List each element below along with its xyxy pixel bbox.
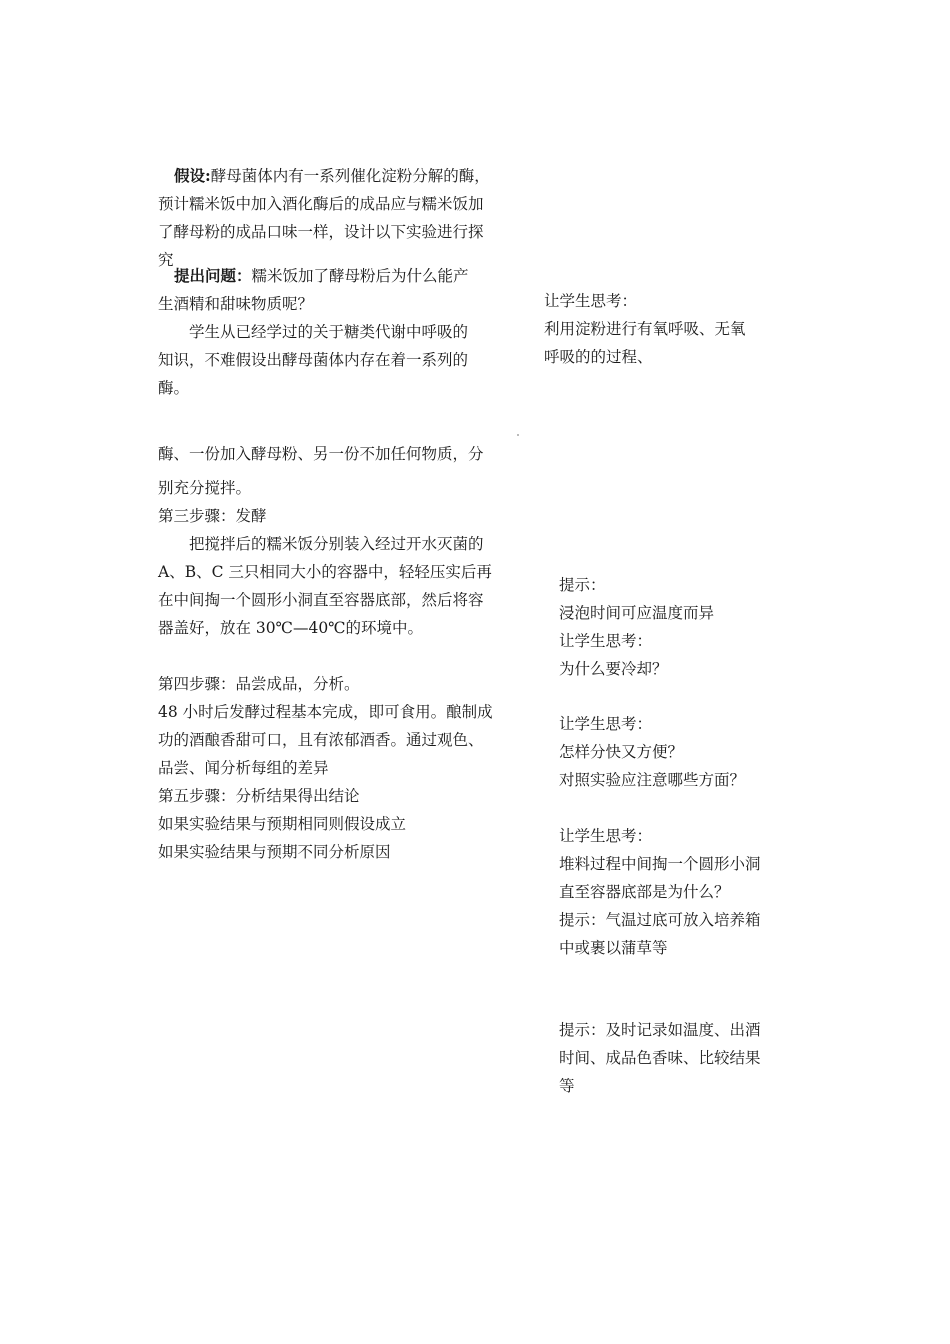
step-line: 48 小时后发酵过程基本完成，即可食用。酿制成 [158,703,493,721]
note-line: 让学生思考： [559,827,653,845]
step-line: 品尝、闻分析每组的差异 [158,759,329,777]
note-line: 中或裹以蒲草等 [559,939,668,957]
note-line: 怎样分快又方便？ [559,743,684,761]
note-line: 对照实验应注意哪些方面？ [559,771,746,789]
note-line: 浸泡时间可应温度而异 [559,604,715,622]
step-line: 把搅拌后的糯米饭分别装入经过开水灭菌的 [189,535,484,553]
hypothesis-line: 了酵母粉的成品口味一样，设计以下实验进行探 [158,223,484,241]
step-four-heading: 第四步骤：品尝成品，分析。 [158,675,360,693]
note-line: 为什么要冷却？ [559,660,668,678]
hypothesis-line: 假设:酵母菌体内有一系列催化淀粉分解的酶， [174,166,490,185]
question-line: 学生从已经学过的关于糖类代谢中呼吸的 [189,323,469,341]
step-five-heading: 第五步骤：分析结果得出结论 [158,787,360,805]
cut-line: 酶、一份加入酵母粉、另一份不加任何物质，分 [158,445,484,463]
question-line: 提出问题：糯米饭加了酵母粉后为什么能产 [174,266,469,285]
note-group-2 [559,571,714,683]
hypothesis-line: 预计糯米饭中加入酒化酶后的成品应与糯米饭加 [158,195,484,213]
note-group-3 [559,710,745,794]
note-line: 提示：及时记录如温度、出酒 [559,1021,761,1039]
note-line: 直至容器底部是为什么？ [559,883,730,901]
note-line: 时间、成品色香味、比较结果 [559,1049,761,1067]
question-line: 生酒精和甜味物质呢？ [158,295,314,313]
hypothesis-line: 究 [158,251,174,269]
step-three-block [158,474,492,642]
note-line: 提示： [559,576,606,594]
note-line: 让学生思考： [559,632,653,650]
question-line: 酶。 [158,379,190,397]
step-three-heading: 第三步骤：发酵 [158,507,267,525]
question-paragraph [158,262,528,407]
note-line: 让学生思考： [559,715,653,733]
note-line: 等 [559,1077,575,1095]
note-line: 利用淀粉进行有氧呼吸、无氧 [544,320,746,338]
step-four-five-block [158,670,493,866]
note-line: 提示：气温过底可放入培养箱 [559,911,761,929]
note-line: 呼吸的的过程、 [544,348,653,366]
question-label: 提出问题： [174,266,252,285]
step-line: 如果实验结果与预期相同则假设成立 [158,815,407,833]
note-line: 堆料过程中间掏一个圆形小洞 [559,855,761,873]
step-line: 在中间掏一个圆形小洞直至容器底部，然后将容 [158,591,484,609]
note-group-5 [559,1016,761,1100]
step-line: A、B、C 三只相同大小的容器中，轻轻压实后再 [158,563,492,581]
step-line: 功的酒酿香甜可口，且有浓郁酒香。通过观色、 [158,731,484,749]
hypothesis-label: 假设: [174,166,211,185]
note-group-4 [559,822,761,962]
step-line: 别充分搅拌。 [158,479,252,497]
step-line: 器盖好，放在 30℃—40℃的环境中。 [158,619,424,637]
page-mark [517,434,519,436]
question-line: 知识，不难假设出酵母菌体内存在着一系列的 [158,351,469,369]
hypothesis-paragraph [158,162,528,269]
note-group-1 [544,287,746,371]
note-line: 让学生思考： [544,292,638,310]
step-line: 如果实验结果与预期不同分析原因 [158,843,391,861]
